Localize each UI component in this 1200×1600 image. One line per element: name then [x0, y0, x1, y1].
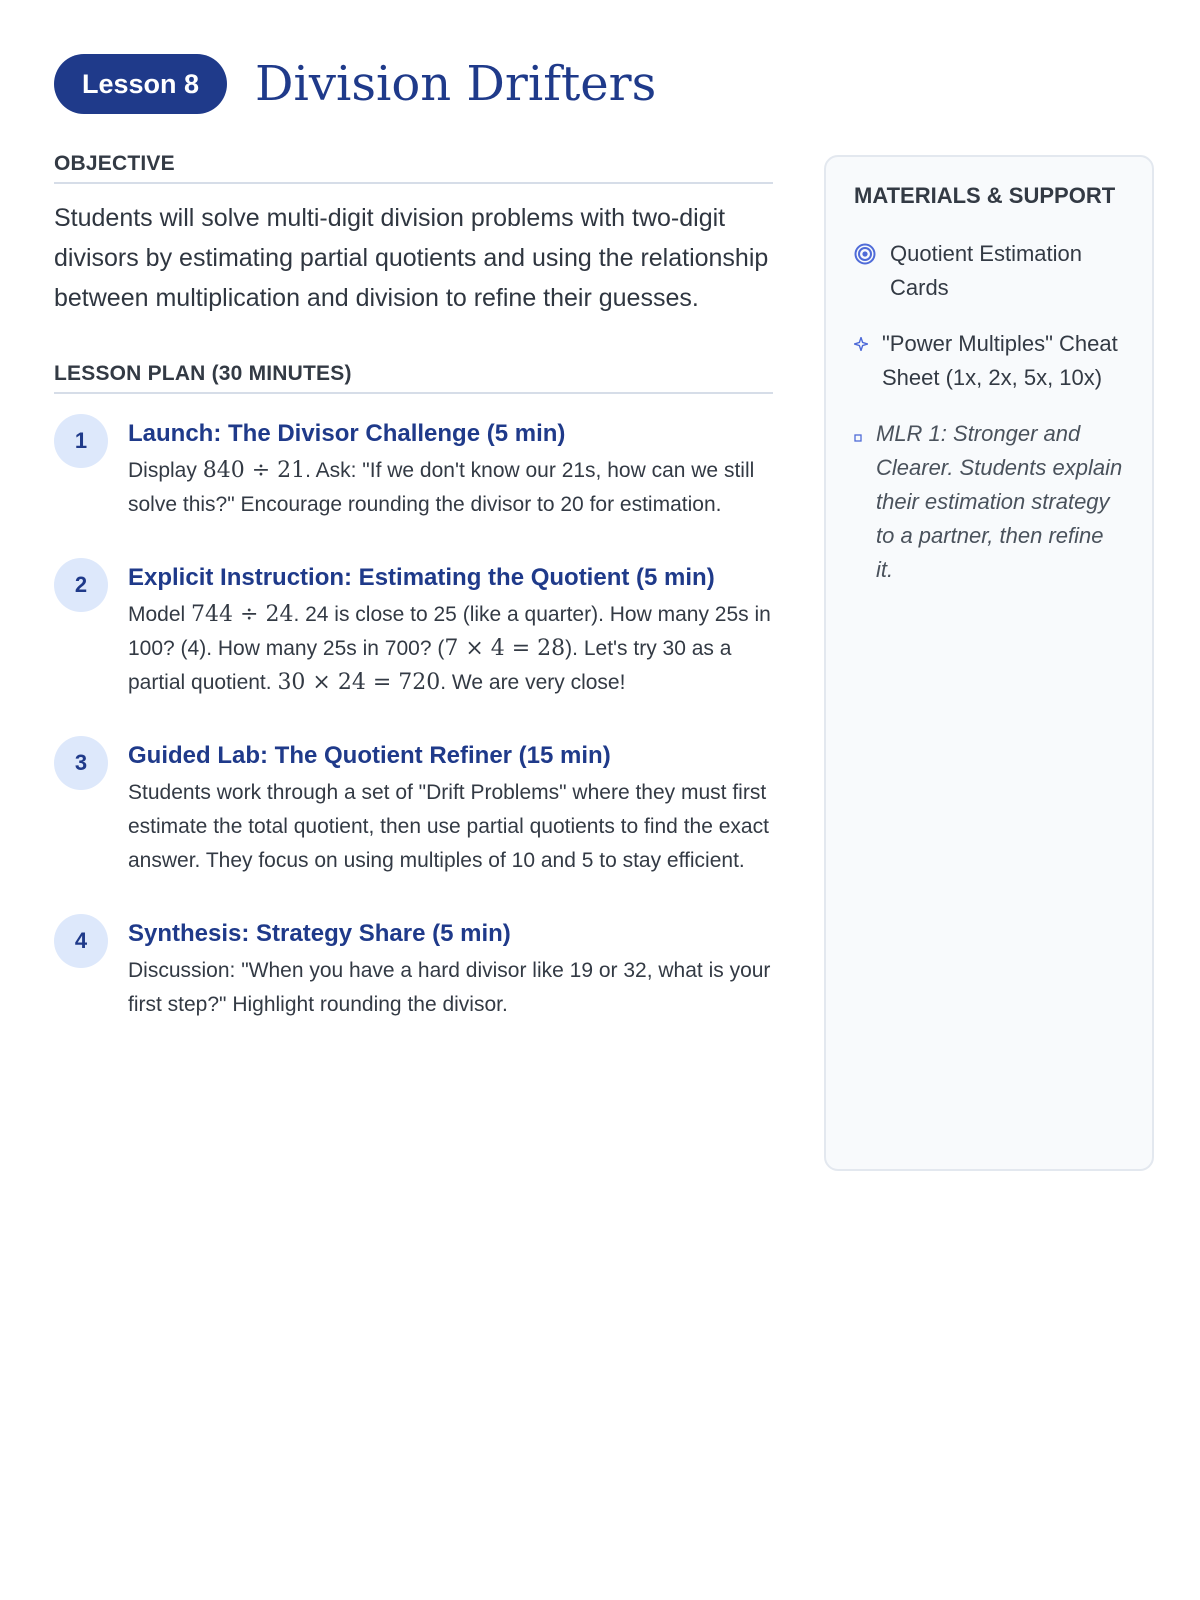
- lesson-step: [54, 414, 773, 522]
- step-body: [128, 736, 773, 878]
- lesson-step: [54, 558, 773, 700]
- step-text-segment: . Ask: "If we don't know our 21s, how can we still solve this?" Encourage rounding the divisor to 20 for estimation.: [128, 459, 755, 516]
- step-text: [128, 598, 773, 700]
- step-body: [128, 914, 773, 1022]
- lesson-step: [54, 736, 773, 878]
- objective-text: Students will solve multi-digit division problems with two-digit divisors by estimating partial quotients and using the relationship between multiplication and division to refine their guesses.: [54, 204, 769, 312]
- step-text: Students work through a set of "Drift Problems" where they must first estimate the total quotient, then use partial quotients to find the exact answer. They focus on using multiples of 10 and 5 to stay efficient.: [128, 781, 769, 872]
- step-text-segment: ). Let's try 30 as a partial quotient.: [128, 637, 732, 694]
- sidebar-heading: MATERIALS & SUPPORT: [854, 183, 1116, 208]
- step-number-badge: 4: [54, 914, 108, 968]
- lesson-plan-heading: LESSON PLAN (30 MINUTES): [54, 362, 773, 394]
- math-expression: 744 ÷ 24: [191, 602, 294, 627]
- math-expression: 30 × 24 = 720: [277, 670, 441, 695]
- support-item-label: MLR 1: Stronger and Clearer. Students explain their estimation strategy to a partner, then refine it.: [876, 421, 1123, 582]
- support-item-label: "Power Multiples" Cheat Sheet (1x, 2x, 5x, 10x): [882, 331, 1118, 390]
- math-expression: 840 ÷ 21: [202, 458, 306, 483]
- support-item-cheat-sheet: [854, 327, 1126, 395]
- step-text: [128, 454, 773, 522]
- step-title: Synthesis: Strategy Share (5 min): [128, 920, 511, 947]
- step-text-segment: . We are very close!: [440, 671, 626, 694]
- step-text-segment: Display: [128, 459, 203, 482]
- page-title: Division Drifters: [255, 56, 657, 112]
- step-body: [128, 414, 773, 522]
- step-title: Explicit Instruction: Estimating the Quotient (5 min): [128, 564, 715, 591]
- step-number-badge: 1: [54, 414, 108, 468]
- lesson-badge: Lesson 8: [54, 54, 227, 114]
- main-column: [54, 152, 773, 1058]
- materials-sidebar: [824, 155, 1154, 1171]
- step-body: [128, 558, 773, 700]
- support-item-label: Quotient Estimation Cards: [890, 241, 1082, 300]
- step-text-segment: . 24 is close to 25 (like a quarter). How many 25s in 100? (4). How many 25s in 700? (: [128, 603, 771, 660]
- step-text: Discussion: "When you have a hard divisor like 19 or 32, what is your first step?" Highlight rounding the divisor.: [128, 959, 771, 1016]
- sparkle-icon: [854, 337, 868, 356]
- step-title: Launch: The Divisor Challenge (5 min): [128, 420, 566, 447]
- step-number-badge: 2: [54, 558, 108, 612]
- objective-heading: OBJECTIVE: [54, 152, 773, 184]
- support-item-estimation-cards: [854, 237, 1126, 305]
- target-icon: [854, 243, 876, 270]
- step-number-badge: 3: [54, 736, 108, 790]
- small-square-icon: [854, 429, 862, 447]
- step-title: Guided Lab: The Quotient Refiner (15 min): [128, 742, 611, 769]
- header: [54, 54, 656, 114]
- step-text-segment: Model: [128, 603, 192, 626]
- lesson-steps: [54, 414, 773, 1022]
- support-item-mlr: [854, 417, 1126, 587]
- lesson-step: [54, 914, 773, 1022]
- math-expression: 7 × 4 = 28: [444, 636, 566, 661]
